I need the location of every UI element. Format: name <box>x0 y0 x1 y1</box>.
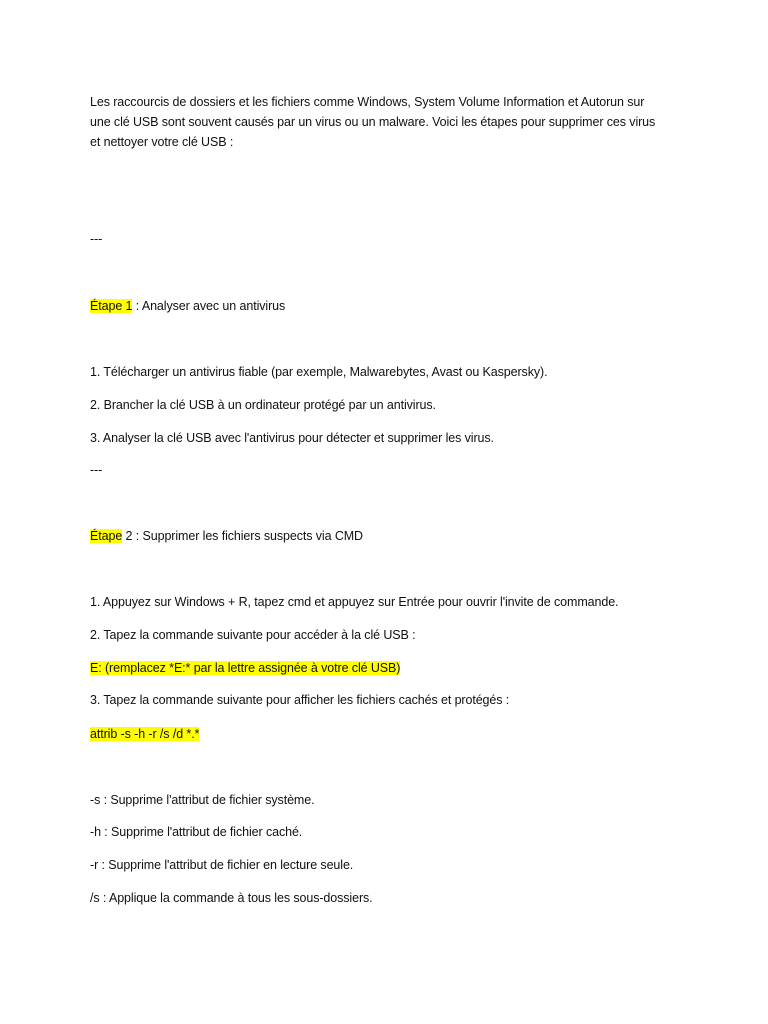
step2-item: 1. Appuyez sur Windows + R, tapez cmd et appuyez sur Entrée pour ouvrir l'invite de commande. <box>90 595 619 609</box>
command-text: attrib -s -h -r /s /d *.* <box>90 727 200 741</box>
step2-item: 2. Tapez la commande suivante pour accéder à la clé USB : <box>90 628 416 642</box>
option-item: -s : Supprime l'attribut de fichier système. <box>90 793 315 807</box>
step1-label: Étape 1 <box>90 299 133 313</box>
intro-line: Les raccourcis de dossiers et les fichiers comme Windows, System Volume Information et Autorun sur <box>90 95 645 109</box>
intro-paragraph <box>90 92 680 152</box>
step1-item: 2. Brancher la clé USB à un ordinateur protégé par un antivirus. <box>90 398 436 412</box>
option-item: -h : Supprime l'attribut de fichier caché. <box>90 825 303 839</box>
option-item: -r : Supprime l'attribut de fichier en lecture seule. <box>90 858 354 872</box>
step2-label: Étape <box>90 529 123 543</box>
intro-line: une clé USB sont souvent causés par un virus ou un malware. Voici les étapes pour supprimer ces virus <box>90 115 656 129</box>
command-line <box>90 725 199 743</box>
step1-item: 3. Analyser la clé USB avec l'antivirus pour détecter et supprimer les virus. <box>90 431 494 445</box>
step1-title: : Analyser avec un antivirus <box>132 299 286 313</box>
step2-heading <box>90 527 363 545</box>
option-item: /s : Applique la commande à tous les sous-dossiers. <box>90 891 373 905</box>
step2-title: 2 : Supprimer les fichiers suspects via CMD <box>122 529 363 543</box>
separator: --- <box>90 232 103 246</box>
command-text: E: (remplacez *E:* par la lettre assignée à votre clé USB) <box>90 661 401 675</box>
separator: --- <box>90 463 103 477</box>
command-line <box>90 659 400 677</box>
step1-item: 1. Télécharger un antivirus fiable (par exemple, Malwarebytes, Avast ou Kaspersky). <box>90 365 548 379</box>
intro-line: et nettoyer votre clé USB : <box>90 135 234 149</box>
step2-item: 3. Tapez la commande suivante pour afficher les fichiers cachés et protégés : <box>90 693 510 707</box>
step1-heading <box>90 297 285 315</box>
